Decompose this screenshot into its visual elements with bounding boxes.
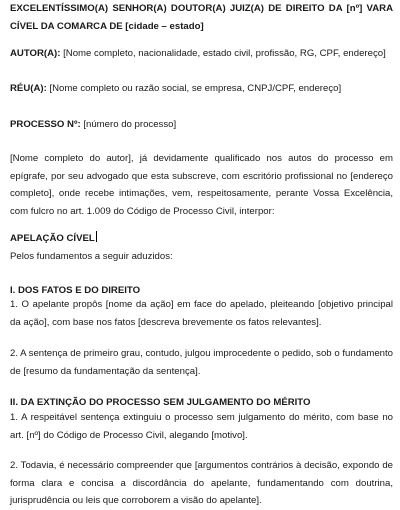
text-cursor: [96, 231, 97, 242]
author-line: [10, 45, 393, 63]
appeal-title-line: [10, 230, 393, 248]
process-label: PROCESSO Nº:: [10, 119, 81, 130]
defendant-line: [10, 80, 393, 98]
document-heading: EXCELENTÍSSIMO(A) SENHOR(A) DOUTOR(A) JUIZ(A) DE DIREITO DA [nº] VARA CÍVEL DA COMARCA DE [cidade – estado]: [10, 3, 393, 32]
author-value: [Nome completo, nacionalidade, estado civil, profissão, RG, CPF, endereço]: [60, 48, 386, 59]
process-line: [10, 116, 393, 134]
process-value: [número do processo]: [80, 119, 177, 130]
section-paragraph: 1. A respeitável sentença extinguiu o processo sem julgamento do mérito, com base no art. [nº] do Código de Processo Civil, alegando [motivo].: [10, 412, 393, 441]
defendant-label: RÉU(A):: [10, 83, 47, 94]
section-paragraph: 2. Todavia, é necessário compreender que [argumentos contrários à decisão, expondo de forma clara e concisa a discordância do apelante, fundamentando com doutrina, jurisprudência ou leis que corroborem a visão do apelante].: [10, 460, 393, 506]
defendant-value: [Nome completo ou razão social, se empresa, CNPJ/CPF, endereço]: [46, 83, 342, 94]
section-title: I. DOS FATOS E DO DIREITO: [10, 285, 141, 296]
appeal-subtitle: Pelos fundamentos a seguir aduzidos:: [10, 251, 173, 262]
document-page: [10, 0, 393, 506]
intro-paragraph: [Nome completo do autor], já devidamente qualificado nos autos do processo em epígrafe, por seu advogado que esta subscreve, com escritório profissional no [endereço completo], onde recebe intimações, vem, respeitosamente, perante Vossa Excelência, com fulcro no art. 1.009 do Código de Processo Civil, interpor:: [10, 153, 393, 217]
section-title: II. DA EXTINÇÃO DO PROCESSO SEM JULGAMENTO DO MÉRITO: [10, 397, 311, 408]
section-paragraph: 2. A sentença de primeiro grau, contudo, julgou improcedente o pedido, sob o fundamento de [resumo da fundamentação da sentença].: [10, 348, 393, 377]
appeal-title: APELAÇÃO CÍVEL: [10, 233, 95, 244]
section-paragraph: 1. O apelante propôs [nome da ação] em face do apelado, pleiteando [objetivo principal da ação], com base nos fatos [descreva brevemente os fatos relevantes].: [10, 299, 393, 328]
author-label: AUTOR(A):: [10, 48, 61, 59]
